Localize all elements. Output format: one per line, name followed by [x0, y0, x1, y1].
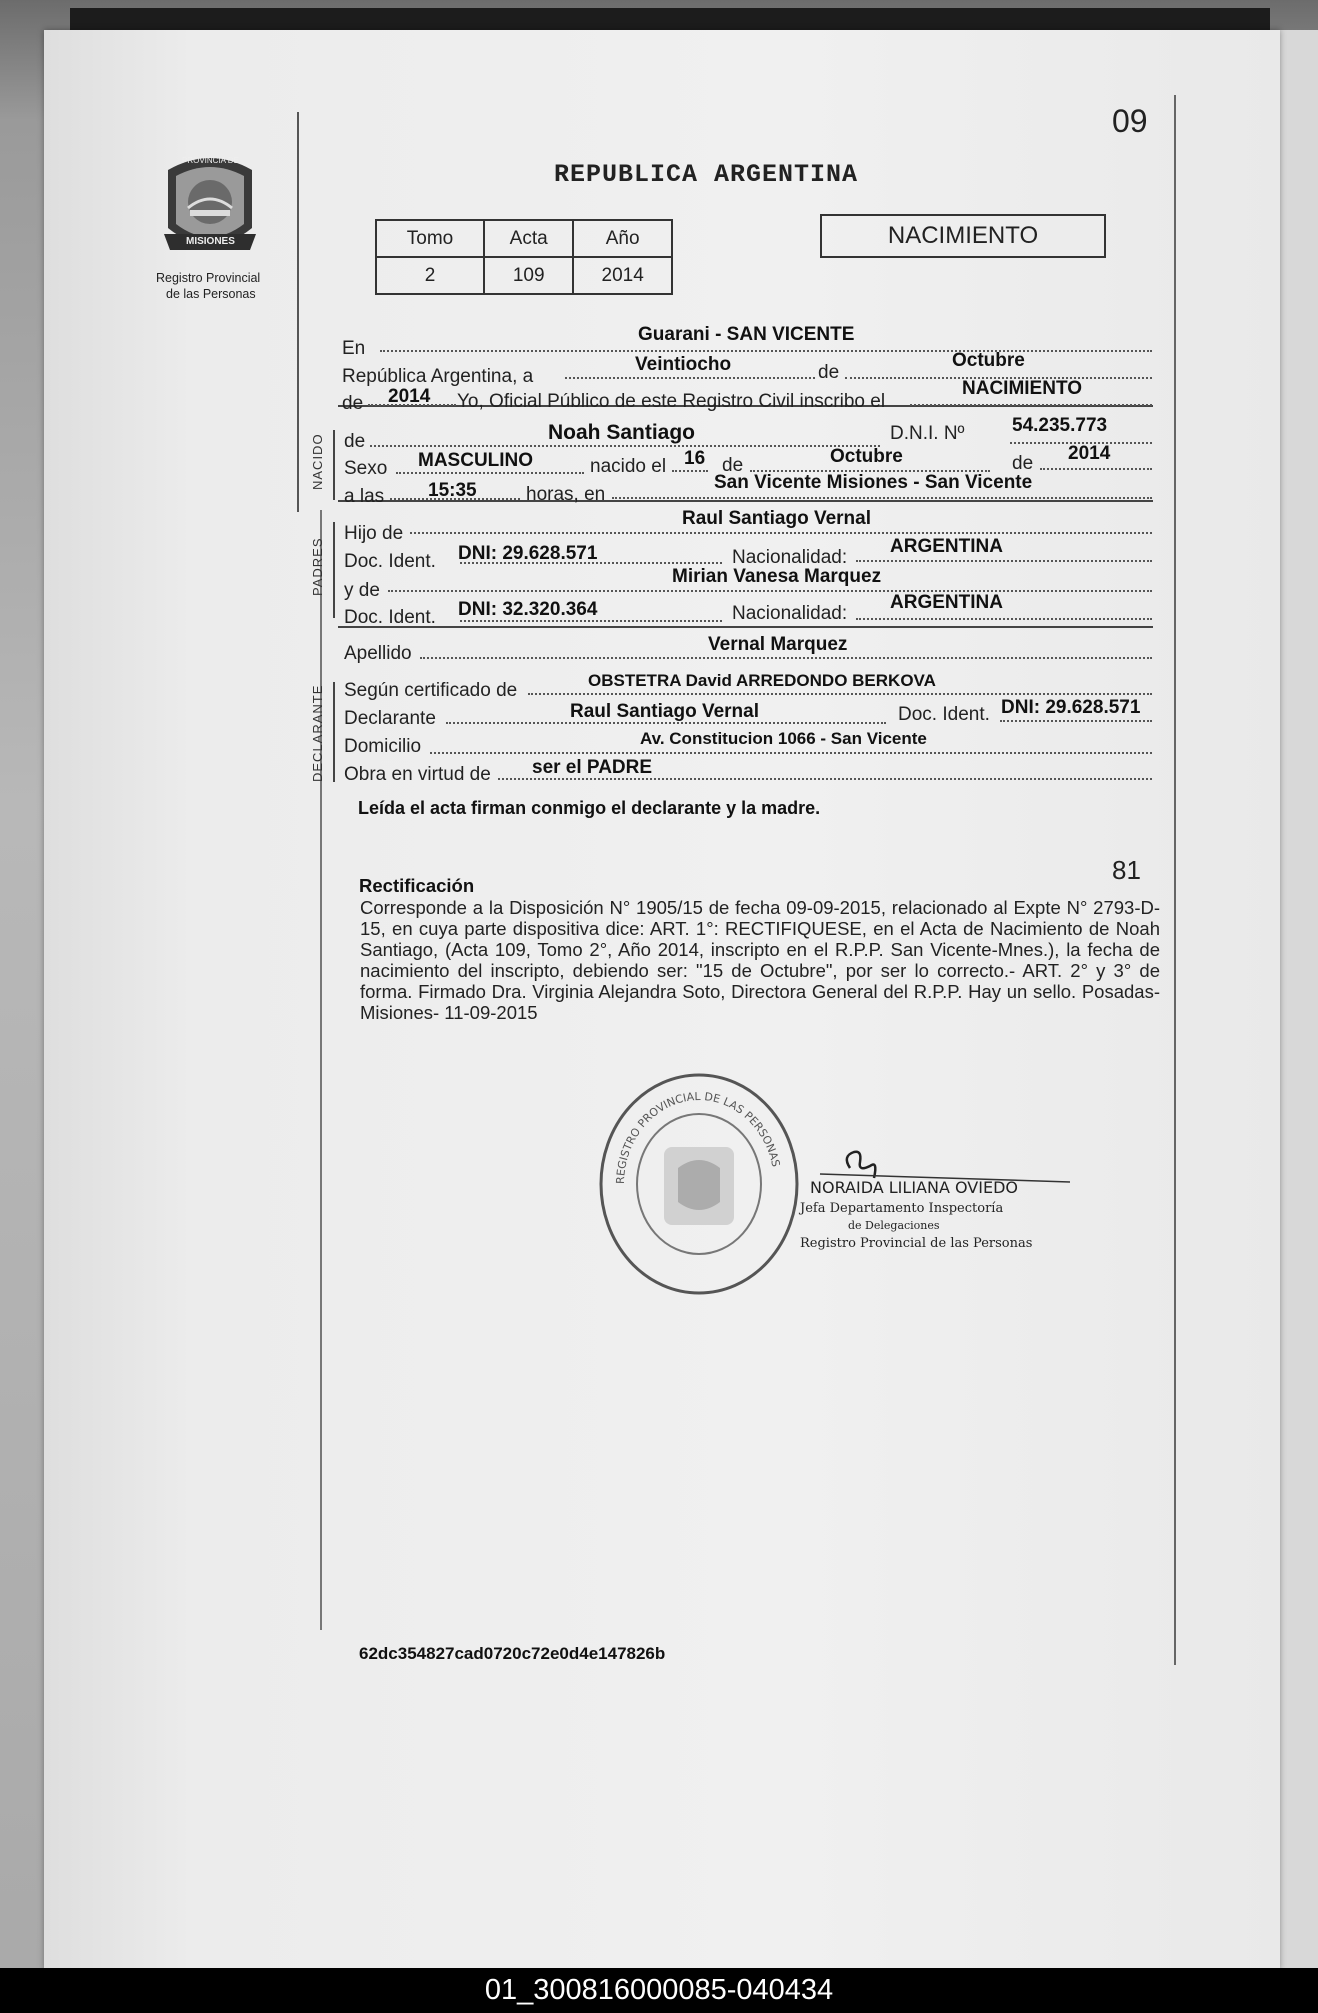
dots-sexo: [396, 472, 584, 474]
apellido-value: Vernal Marquez: [708, 634, 848, 655]
side-label-declarante: DECLARANTE: [310, 684, 325, 782]
birth-month-value: Octubre: [830, 446, 903, 467]
year-value: 2014: [388, 386, 431, 407]
apellido-label: Apellido: [344, 643, 412, 664]
segun-label: Según certificado de: [344, 680, 518, 701]
logo-banner-text: MISIONES: [186, 236, 235, 247]
de-label-1: de: [818, 362, 840, 383]
mother-name-value: Mirian Vanesa Marquez: [672, 566, 882, 587]
domicilio-label: Domicilio: [344, 736, 422, 757]
dots-madre-nac: [856, 618, 1152, 620]
act-type-box: NACIMIENTO: [820, 214, 1106, 258]
dots-dia: [565, 377, 815, 379]
register-header-acta: Acta: [484, 220, 573, 257]
declarante-dni-value: DNI: 29.628.571: [1001, 697, 1141, 718]
seal-text-ring: REGISTRO PROVINCIAL DE LAS PERSONAS: [613, 1089, 783, 1185]
register-table-header-row: [376, 220, 672, 257]
a-las-label: a las: [344, 486, 385, 507]
birth-year-value: 2014: [1068, 443, 1111, 464]
side-label-nacido: NACIDO: [310, 433, 325, 490]
register-header-ano: Año: [573, 220, 672, 257]
father-doc-label: Doc. Ident.: [344, 551, 436, 572]
de-label-2: de: [342, 393, 364, 414]
misiones-shield-icon: [160, 150, 260, 266]
nombre-value: Noah Santiago: [548, 421, 696, 444]
dots-en: [380, 350, 1152, 352]
register-value-ano: 2014: [573, 257, 672, 294]
father-dni-value: DNI: 29.628.571: [458, 543, 598, 564]
inscribo-value: NACIMIENTO: [962, 378, 1082, 399]
sexo-value: MASCULINO: [418, 450, 534, 471]
country-title: REPUBLICA ARGENTINA: [554, 160, 859, 189]
dots-domicilio: [430, 752, 1152, 754]
en-value: Guarani - SAN VICENTE: [638, 324, 855, 345]
dots-inscribo: [910, 404, 1152, 406]
dots-lugar: [612, 497, 1152, 499]
rectificacion-number: 81: [1112, 855, 1141, 885]
place-value: San Vicente Misiones - San Vicente: [714, 472, 1033, 493]
rectificacion-body: Corresponde a la Disposición N° 1905/15 de fecha 09-09-2015, relacionado al Expte N° 2793-D-15, en cuya parte dispositiva dice: ART. 1°: RECTIFIQUESE, en el Acta de Nacimiento de Noah Santiago, (Acta 109, Tomo 2°, Año 2014, inscripto en el R.P.P. San Vicente-Mnes.), la fecha de nacimiento del inscripto, debiendo ser: "15 de Octubre", por ser lo correcto.- ART. 2° y 3° de forma. Firmado Dra. Virginia Alejandra Soto, Directora General del R.P.P. Hay un sello. Posadas- Misiones- 11-09-2015: [360, 897, 1160, 1023]
signatory-role-1: Jefa Departamento Inspectoría: [800, 1201, 1004, 1216]
dots-padre-nac: [856, 560, 1152, 562]
declarante-doc-label: Doc. Ident.: [898, 704, 990, 725]
dots-madre: [388, 590, 1152, 592]
dots-nac-dia: [672, 470, 708, 472]
father-name-value: Raul Santiago Vernal: [682, 508, 871, 529]
under-sheet: [1280, 30, 1318, 1970]
domicilio-value: Av. Constitucion 1066 - San Vicente: [640, 729, 927, 748]
y-de-label: y de: [344, 580, 380, 601]
month-value: Octubre: [952, 350, 1025, 371]
en-label: En: [342, 338, 366, 359]
day-words-value: Veintiocho: [635, 354, 732, 375]
mother-nacionalidad-label: Nacionalidad:: [732, 603, 848, 624]
register-value-tomo: 2: [376, 257, 484, 294]
de-label-3: de: [344, 431, 366, 452]
father-nacionalidad-label: Nacionalidad:: [732, 547, 848, 568]
register-table: [375, 219, 673, 295]
certificado-value: OBSTETRA David ARREDONDO BERKOVA: [588, 671, 936, 690]
nacido-el-label: nacido el: [590, 456, 667, 477]
dots-declarante-dni: [1000, 720, 1152, 722]
mother-doc-label: Doc. Ident.: [344, 607, 436, 628]
hash-code: 62dc354827cad0720c72e0d4e147826b: [359, 1644, 666, 1663]
padres-bracket: [333, 522, 335, 618]
rectificacion-title: Rectificación: [359, 875, 475, 896]
dni-value: 54.235.773: [1012, 415, 1108, 436]
signatory-role-2: de Delegaciones: [848, 1219, 940, 1232]
logo-caption-1: Registro Provincial: [156, 271, 261, 285]
logo-caption-2: de las Personas: [166, 287, 256, 301]
republica-label: República Argentina, a: [342, 366, 534, 387]
nacido-bracket: [333, 430, 335, 500]
mother-dni-value: DNI: 32.320.364: [458, 599, 598, 620]
father-nationality-value: ARGENTINA: [890, 536, 1003, 557]
page-number: 09: [1112, 103, 1148, 139]
dots-nac-anio: [1040, 468, 1152, 470]
official-seal: [598, 1072, 800, 1297]
de-label-5: de: [1012, 453, 1034, 474]
declarante-label: Declarante: [344, 708, 436, 729]
dots-certificado: [528, 693, 1152, 695]
de-label-4: de: [722, 455, 744, 476]
obra-value: ser el PADRE: [532, 757, 653, 778]
obra-label: Obra en virtud de: [344, 764, 491, 785]
register-value-acta: 109: [484, 257, 573, 294]
dots-apellido: [420, 657, 1152, 659]
frame-line-right: [1174, 95, 1176, 1665]
dots-nombre: [370, 445, 880, 447]
divider-3: [338, 626, 1153, 628]
dni-label: D.N.I. Nº: [890, 423, 965, 444]
closing-text: Leída el acta firman conmigo el declarante y la madre.: [358, 798, 821, 818]
register-table-value-row: [376, 257, 672, 294]
birth-day-value: 16: [684, 448, 706, 469]
province-logo: [160, 150, 260, 266]
declarante-bracket: [333, 682, 335, 782]
side-label-padres: PADRES: [310, 537, 325, 596]
horas-en-label: horas, en: [526, 484, 606, 505]
register-header-tomo: Tomo: [376, 220, 484, 257]
dots-padre: [410, 532, 1152, 534]
hijo-de-label: Hijo de: [344, 523, 404, 544]
oficial-text: Yo, Oficial Público de este Registro Civil inscribo el: [457, 391, 886, 412]
mother-nationality-value: ARGENTINA: [890, 592, 1003, 613]
declarante-value: Raul Santiago Vernal: [570, 701, 759, 722]
signatory-role-3: Registro Provincial de las Personas: [800, 1236, 1033, 1251]
frame-line-left-bottom: [320, 510, 322, 1630]
logo-arc-text: PROVINCIA DE: [182, 156, 239, 165]
signatory-name: NORAIDA LILIANA OVIEDO: [810, 1178, 1018, 1197]
footer-code: 01_300816000085-040434: [484, 1974, 834, 2006]
sexo-label: Sexo: [344, 458, 388, 479]
hour-value: 15:35: [428, 480, 477, 501]
frame-line-left-top: [297, 112, 299, 512]
